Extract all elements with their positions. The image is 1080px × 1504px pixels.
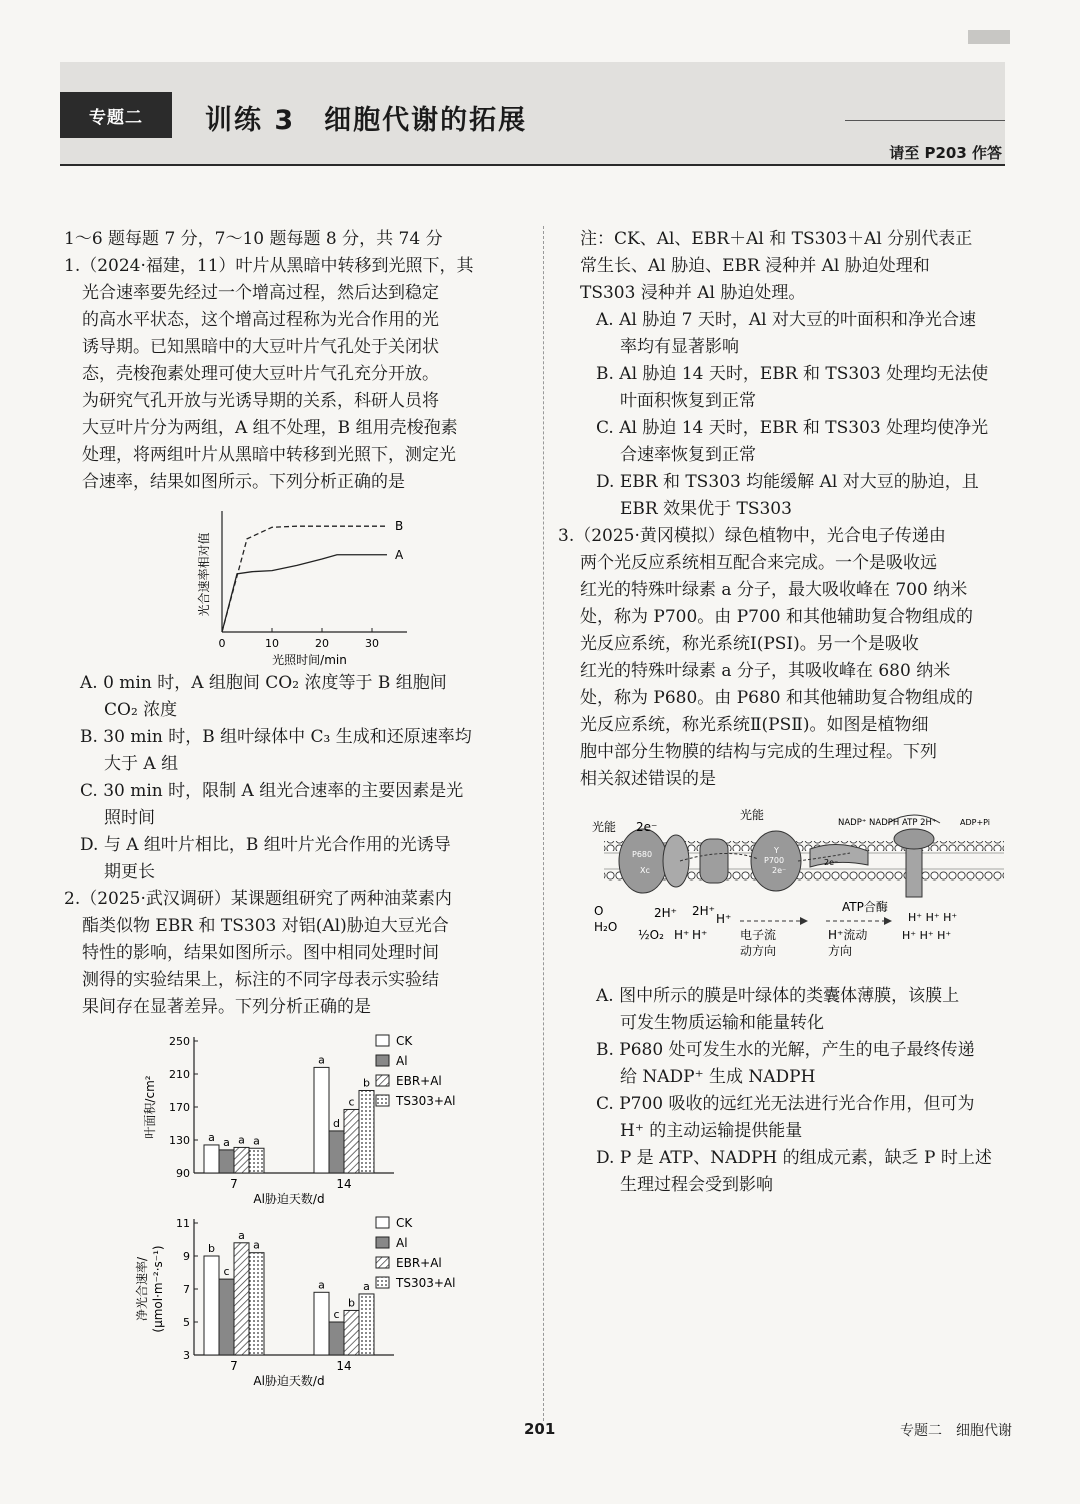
p700-label: P700 <box>764 856 785 865</box>
q3-option-d[interactable]: D. P 是 ATP、NADPH 的组成元素，缺乏 P 时上述 <box>596 1148 992 1168</box>
q1-option-c[interactable]: C. 30 min 时，限制 A 组光合速率的主要因素是光 <box>80 781 464 801</box>
x-tick-label: 7 <box>230 1177 238 1191</box>
p680-label: P680 <box>632 850 653 859</box>
q1-option-a[interactable]: A. 0 min 时，A 组胞间 CO₂ 浓度等于 B 组胞间 <box>80 673 447 693</box>
q3-line: 处，称为 P680。由 P680 和其他辅助复合物组成的 <box>580 688 973 708</box>
q2-option-b-cont: 叶面积恢复到正常 <box>620 391 756 411</box>
y-axis-label: 叶面积/cm² <box>143 1075 157 1139</box>
bar-letter-label: a <box>318 1278 325 1292</box>
bar-CK-7 <box>204 1256 219 1355</box>
q1-line: 诱导期。已知黑暗中的大豆叶片气孔处于关闭状 <box>82 337 439 357</box>
q2-option-d-cont: EBR 效果优于 TS303 <box>620 499 792 519</box>
page-number: 201 <box>524 1420 556 1438</box>
q2-line: 测得的实验结果上，标注的不同字母表示实验结 <box>82 970 439 990</box>
bar-EBR+Al-14 <box>344 1109 359 1173</box>
bar-letter-label: a <box>253 1238 260 1252</box>
q2-option-c-cont: 合速率恢复到正常 <box>620 445 756 465</box>
q1-option-b[interactable]: B. 30 min 时，B 组叶绿体中 C₃ 生成和还原速率均 <box>80 727 472 747</box>
q1-line: 光合速率要先经过一个增高过程，然后达到稳定 <box>82 283 439 303</box>
q3-line: 相关叙述错误的是 <box>580 769 716 789</box>
proton-2h-2: 2H⁺ <box>692 904 715 918</box>
q1-option-d-cont: 期更长 <box>104 862 155 882</box>
proton-h-1: H⁺ <box>674 928 690 942</box>
bar-letter-label: b <box>208 1242 215 1255</box>
y-tick-label: 3 <box>183 1349 190 1362</box>
proton-2h-1: 2H⁺ <box>654 906 677 920</box>
y-axis-label: 光合速率相对值 <box>197 532 211 617</box>
bar-Al-14 <box>329 1322 344 1355</box>
q3-option-b[interactable]: B. P680 处可发生水的光解，产生的电子最终传递 <box>596 1040 975 1060</box>
atp-synthase-label: ATP合酶 <box>842 900 888 914</box>
bar-letter-label: c <box>223 1265 230 1279</box>
legend-swatch-TS303+Al <box>376 1095 389 1106</box>
bar-letter-label: a <box>253 1134 260 1148</box>
legend-label: CK <box>396 1216 413 1230</box>
proton-flow-label: 方向 <box>828 944 853 958</box>
bar-Al-7 <box>219 1150 234 1173</box>
bar-Al-7 <box>219 1279 234 1355</box>
half-o2-label: ½O₂ <box>638 928 664 942</box>
proton-flow-label: H⁺流动 <box>828 928 868 942</box>
net-photosynthesis-bar-chart <box>64 1207 524 1389</box>
bar-TS303+Al-14 <box>359 1091 374 1174</box>
y-tick-label: 5 <box>183 1316 190 1329</box>
q1-option-c-cont: 照时间 <box>104 808 155 828</box>
q1-option-a-cont: CO₂ 浓度 <box>104 700 178 720</box>
psii-complex <box>619 829 667 893</box>
proton-h-3: H⁺ <box>692 928 708 942</box>
y-axis-label: 净光合速率/ <box>135 1256 149 1322</box>
left-column <box>64 226 524 1389</box>
bar-CK-7 <box>204 1145 219 1173</box>
series-label-B: B <box>395 519 404 534</box>
x-tick-label: 10 <box>265 637 279 650</box>
light-energy-label-1: 光能 <box>592 820 617 834</box>
q3-option-c-cont: H⁺ 的主动运输提供能量 <box>620 1121 803 1141</box>
xc-label: Xc <box>640 866 650 875</box>
y-tick-label: 170 <box>169 1101 190 1114</box>
bar-letter-label: a <box>363 1279 370 1293</box>
q2-option-b[interactable]: B. Al 胁迫 14 天时，EBR 和 TS303 处理均无法使 <box>596 364 989 384</box>
section-footer: 专题二 细胞代谢 <box>900 1423 1012 1439</box>
bar-TS303+Al-7 <box>249 1148 264 1173</box>
q3-line: 3.（2025·黄冈模拟）绿色植物中，光合电子传递由 <box>558 526 946 546</box>
answer-page-note: 请至 P203 作答 <box>889 144 1002 162</box>
legend-label: TS303+Al <box>396 1276 456 1290</box>
leaf-area-bar-chart <box>64 1025 524 1207</box>
bar-letter-label: a <box>238 1228 245 1242</box>
y-tick-label: 9 <box>183 1250 190 1263</box>
header-band <box>60 62 1005 166</box>
adp-label: ADP+Pi <box>960 818 991 827</box>
bar-letter-label: b <box>348 1296 355 1310</box>
q2-line: 果间存在显著差异。下列分析正确的是 <box>82 997 371 1017</box>
q1-line: 态，壳梭孢素处理可使大豆叶片气孔充分开放。 <box>82 364 439 384</box>
series-label-A: A <box>395 547 404 562</box>
electron-flow-label: 动方向 <box>740 944 777 958</box>
bar-letter-label: b <box>363 1076 370 1090</box>
y-tick-label: 210 <box>169 1068 190 1081</box>
bar-letter-label: a <box>208 1130 215 1144</box>
q2-note-line: TS303 浸种并 Al 胁迫处理。 <box>580 283 806 303</box>
series-line-B <box>222 526 387 632</box>
bar-EBR+Al-7 <box>234 1147 249 1173</box>
q2-line: 2.（2025·武汉调研）某课题组研究了两种油菜素内 <box>64 889 452 909</box>
x-tick-label: 20 <box>315 637 329 650</box>
legend-swatch-Al <box>376 1237 389 1248</box>
page-title: 训练 3 细胞代谢的拓展 <box>205 105 528 136</box>
proton-cluster-top: H⁺ H⁺ H⁺ <box>908 911 958 924</box>
question-2 <box>64 886 524 1389</box>
bar-letter-label: a <box>223 1135 230 1149</box>
bar-Al-14 <box>329 1131 344 1173</box>
cytochrome-complex <box>663 835 689 887</box>
legend-label: Al <box>396 1236 408 1250</box>
y-label: Y <box>774 846 779 855</box>
x-axis-label: Al胁迫天数/d <box>253 1192 325 1206</box>
x-tick-label: 7 <box>230 1359 238 1373</box>
y-tick-label: 11 <box>176 1217 190 1230</box>
legend-swatch-Al <box>376 1055 389 1066</box>
q2-note-line: 常生长、Al 胁迫、EBR 浸种并 Al 胁迫处理和 <box>580 256 930 276</box>
q2-note-line: 注：CK、Al、EBR＋Al 和 TS303＋Al 分别代表正 <box>580 229 973 249</box>
q3-option-c[interactable]: C. P700 吸收的远红光无法进行光合作用，但可为 <box>596 1094 975 1114</box>
q1-option-b-cont: 大于 A 组 <box>104 754 179 774</box>
proton-cluster-bottom: H⁺ H⁺ H⁺ <box>902 929 952 942</box>
q1-line: 的高水平状态，这个增高过程称为光合作用的光 <box>82 310 439 330</box>
q2-option-a[interactable]: A. Al 胁迫 7 天时，Al 对大豆的叶面积和净光合速 <box>596 310 976 330</box>
oxygen-symbol: O <box>594 904 604 918</box>
q1-line: 合速率，结果如图所示。下列分析正确的是 <box>82 472 405 492</box>
legend-label: TS303+Al <box>396 1094 456 1108</box>
bar-EBR+Al-7 <box>234 1243 249 1355</box>
photosynthesis-line-chart <box>64 500 524 670</box>
bar-EBR+Al-14 <box>344 1310 359 1355</box>
bar-TS303+Al-7 <box>249 1253 264 1355</box>
q2-line: 酯类似物 EBR 和 TS303 对铝(Al)胁迫大豆光合 <box>82 916 449 936</box>
q1-line: 处理，将两组叶片从黑暗中转移到光照下，测定光 <box>82 445 456 465</box>
bar-letter-label: c <box>333 1308 340 1321</box>
q1-line: 大豆叶片分为两组，A 组不处理，B 组用壳梭孢素 <box>82 418 458 438</box>
electron-label-2: 2e⁻ <box>772 866 787 875</box>
q3-line: 红光的特殊叶绿素 a 分子，其吸收峰在 680 纳米 <box>580 661 951 681</box>
legend-swatch-CK <box>376 1217 389 1228</box>
bar-letter-label: a <box>238 1133 245 1147</box>
q1-line: 1.（2024·福建，11）叶片从黑暗中转移到光照下，其 <box>64 256 474 276</box>
electron-label-1: 2e⁻ <box>636 820 658 834</box>
electron-flow-label: 电子流 <box>740 928 777 942</box>
x-axis-label: Al胁迫天数/d <box>253 1374 325 1388</box>
bar-letter-label: d <box>333 1116 340 1130</box>
q1-option-d[interactable]: D. 与 A 组叶片相比，B 组叶片光合作用的光诱导 <box>80 835 451 855</box>
header-rule <box>845 120 1005 121</box>
legend-swatch-EBR+Al <box>376 1075 389 1086</box>
q3-option-a-cont: 可发生物质运输和能量转化 <box>620 1013 824 1033</box>
q2-option-d[interactable]: D. EBR 和 TS303 均能缓解 Al 对大豆的胁迫，且 <box>596 472 979 492</box>
q2-option-c[interactable]: C. Al 胁迫 14 天时，EBR 和 TS303 处理均使净光 <box>596 418 989 438</box>
bar-CK-14 <box>314 1292 329 1355</box>
bar-TS303+Al-14 <box>359 1294 374 1355</box>
q3-line: 处，称为 P700。由 P700 和其他辅助复合物组成的 <box>580 607 973 627</box>
y-tick-label: 90 <box>176 1167 190 1180</box>
series-line-A <box>222 555 387 632</box>
y-tick-label: 250 <box>169 1035 190 1048</box>
light-energy-label-2: 光能 <box>740 808 765 822</box>
q3-line: 光反应系统，称光系统Ⅱ(PSⅡ)。如图是植物细 <box>580 715 929 735</box>
y-tick-label: 7 <box>183 1283 190 1296</box>
x-axis-label: 光照时间/min <box>272 653 347 667</box>
bar-letter-label: c <box>348 1095 355 1109</box>
x-tick-label: 14 <box>336 1177 352 1191</box>
q3-line: 两个光反应系统相互配合来完成。一个是吸收远 <box>580 553 937 573</box>
q1-line: 为研究气孔开放与光诱导期的关系，科研人员将 <box>82 391 439 411</box>
question-3 <box>558 523 1015 1199</box>
question-1 <box>64 253 524 886</box>
bar-letter-label: a <box>318 1053 325 1067</box>
legend-label: EBR+Al <box>396 1074 442 1088</box>
legend-swatch-CK <box>376 1035 389 1046</box>
x-tick-label: 14 <box>336 1359 352 1373</box>
y-axis-label: (μmol·m⁻²·s⁻¹) <box>151 1245 165 1333</box>
right-column <box>558 226 1015 1199</box>
legend-swatch-EBR+Al <box>376 1257 389 1268</box>
q3-line: 光反应系统，称光系统Ⅰ(PSⅠ)。另一个是吸收 <box>580 634 919 654</box>
atp-synthase <box>906 845 922 897</box>
thylakoid-membrane-diagram <box>588 799 1018 979</box>
q3-option-a[interactable]: A. 图中所示的膜是叶绿体的类囊体薄膜，该膜上 <box>596 986 960 1006</box>
q3-option-b-cont: 给 NADP⁺ 生成 NADPH <box>620 1067 816 1087</box>
corner-mark <box>968 30 1010 44</box>
column-divider <box>543 226 544 1421</box>
water-label: H₂O <box>594 920 618 934</box>
bar-CK-14 <box>314 1067 329 1173</box>
x-tick-label: 30 <box>365 637 379 650</box>
scoring-note: 1～6 题每题 7 分，7～10 题每题 8 分，共 74 分 <box>64 229 443 249</box>
q2-line: 特性的影响，结果如图所示。图中相同处理时间 <box>82 943 439 963</box>
legend-label: Al <box>396 1054 408 1068</box>
nadp-atp-label: NADP⁺ NADPH ATP 2H⁺ <box>838 818 937 828</box>
proton-h-2: H⁺ <box>716 912 732 926</box>
topic-tag: 专题二 <box>60 92 172 138</box>
q3-line: 胞中部分生物膜的结构与完成的生理过程。下列 <box>580 742 937 762</box>
legend-label: EBR+Al <box>396 1256 442 1270</box>
legend-swatch-TS303+Al <box>376 1277 389 1288</box>
q3-line: 红光的特殊叶绿素 a 分子，最大吸收峰在 700 纳米 <box>580 580 968 600</box>
q3-option-d-cont: 生理过程会受到影响 <box>620 1175 773 1195</box>
legend-label: CK <box>396 1034 413 1048</box>
y-tick-label: 130 <box>169 1134 190 1147</box>
x-tick-label: 0 <box>218 637 226 650</box>
electron-label-3: 2e⁻ <box>824 858 839 867</box>
q2-option-a-cont: 率均有显著影响 <box>620 337 739 357</box>
